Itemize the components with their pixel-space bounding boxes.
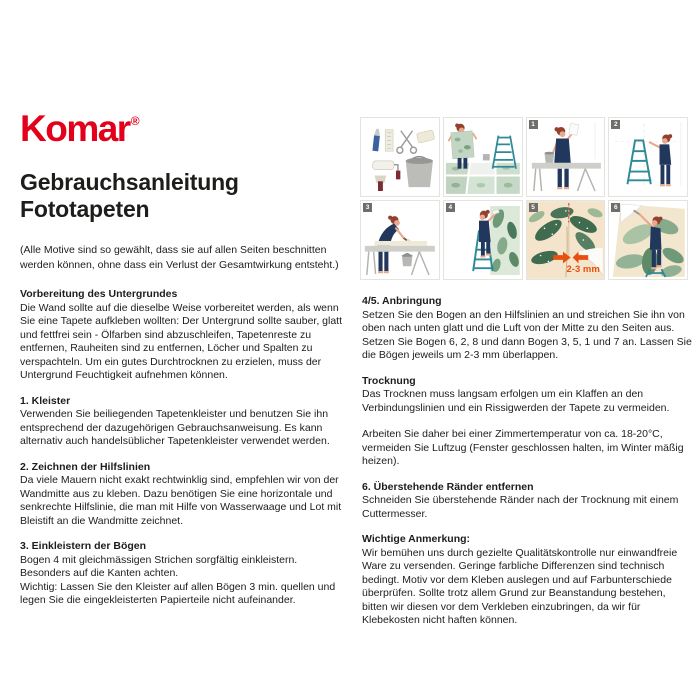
illustration-overlap-detail xyxy=(526,200,606,280)
section-anmerkung xyxy=(362,533,692,628)
section-paragraph: Bogen 4 mit gleichmässigen Strichen sorgfältig einkleistern. Besonders auf die Kanten achten. xyxy=(20,553,298,579)
step-badge: 2 xyxy=(611,120,620,129)
step-badge: 4 xyxy=(446,203,455,212)
check-sheet-icon xyxy=(527,118,605,196)
trim-edges-icon xyxy=(609,201,687,279)
instruction-illustration-grid xyxy=(360,117,688,280)
illustration-paste-sheet xyxy=(360,200,440,280)
section-paragraph: Wichtig: Lassen Sie den Kleister auf allen Bögen 3 min. quellen und legen Sie die eingekleisterten Papierteile nicht aufeinander. xyxy=(20,580,336,606)
section-paragraph: Die Wand sollte auf die dieselbe Weise vorbereitet werden, als wenn Sie eine Tapete aufkleben wollten: Der Untergrund sollte sauber, glatt und fettfrei sein - Ölfarben sind abzuschleifen, Tapetenreste zu entfernen, Rauheiten sind zu entfernen, Löcher und Spalten zu verspachteln. Um ein gutes Durchtrocknen zu erzielen, muss der Untergrund Feuchtigkeit aufnehmen können. xyxy=(20,301,343,381)
section-vorbereitung xyxy=(20,288,350,383)
intro-note: (Alle Motive sind so gewählt, dass sie auf allen Seiten beschnitten werden können, ohne dass ein Verlust der Gesamtwirkung entsteht.) xyxy=(20,244,339,271)
section-paragraph: Das Trocknen muss langsam erfolgen um ein Klaffen an den Verbindungslinien und ein Rissigwerden der Tapete zu vermeiden. xyxy=(362,388,670,414)
illustration-layout-sheets xyxy=(443,117,523,197)
illustration-trim-edges xyxy=(608,200,688,280)
page-title-line1: Gebrauchsanleitung xyxy=(20,169,239,195)
illustration-check-sheet xyxy=(526,117,606,197)
section-paragraph: Wir bemühen uns durch gezielte Qualitätskontrolle nur einwandfreie Ware zu versenden. Geringe farbliche Differenzen sind technisch bedingt. Motiv vor dem Kleben auslegen und auf Farbunterschiede überprüfen. Sollte trotz allem Grund zur Beanstandung bestehen, bitten wir diesen vor dem Verkleben einzubringen, da wir für Klebekosten nicht haften können. xyxy=(362,546,678,626)
section-heading: Vorbereitung des Untergrundes xyxy=(20,288,178,300)
komar-logo xyxy=(20,110,139,156)
paste-sheet-icon xyxy=(361,201,439,279)
section-einkleistern xyxy=(20,540,350,608)
illustration-tools xyxy=(360,117,440,197)
section-anbringung xyxy=(362,295,692,363)
section-paragraph: Arbeiten Sie daher bei einer Zimmertemperatur von ca. 18-20°C, vermeiden Sie Luftzug (Fenster geschlossen halten, im Winter mäßig heizen). xyxy=(362,428,684,467)
section-heading: 3. Einkleistern der Bögen xyxy=(20,540,147,552)
section-paragraph: Schneiden Sie überstehende Ränder nach der Trocknung mit einem Cuttermesser. xyxy=(362,494,679,520)
section-heading: 4/5. Anbringung xyxy=(362,295,442,307)
section-raender xyxy=(362,481,692,522)
section-heading: Trocknung xyxy=(362,374,416,387)
registered-mark: ® xyxy=(130,114,140,128)
section-paragraph: Verwenden Sie beiliegenden Tapetenkleister und benutzen Sie ihn entsprechend der dazugehörigen Gebrauchsanweisung. Es kann alternativ auch handelsüblicher Tapetenkleister verwendet werden. xyxy=(20,408,330,447)
section-paragraph: Da viele Mauern nicht exakt rechtwinklig sind, empfehlen wir von der Wandmitte aus zu kleben. Dazu benötigen Sie eine horizontale und senkrechte Hilfslinie, die man mit Hilfe von Wasserwaage und Lot mit Bleistift an die Wandmitte zeichnet. xyxy=(20,474,342,527)
illustration-guidelines xyxy=(608,117,688,197)
section-heading: 6. Überstehende Ränder entfernen xyxy=(362,480,534,493)
section-trocknung xyxy=(362,375,692,469)
section-hilfslinien xyxy=(20,461,350,529)
page-title xyxy=(20,169,239,223)
illustration-hang-sheet xyxy=(443,200,523,280)
layout-sheets-icon xyxy=(444,118,522,196)
left-column xyxy=(20,288,350,620)
right-column xyxy=(362,295,692,640)
step-badge: 3 xyxy=(363,203,372,212)
hang-sheet-icon xyxy=(444,201,522,279)
overlap-measure-label: 2-3 mm xyxy=(566,264,600,275)
section-heading: 2. Zeichnen der Hilfslinien xyxy=(20,460,151,473)
page-title-line2: Fototapeten xyxy=(20,196,150,222)
section-heading: 1. Kleister xyxy=(20,394,71,407)
step-badge: 1 xyxy=(529,120,538,129)
tools-icon xyxy=(361,118,439,196)
section-paragraph: Setzen Sie den Bogen an den Hilfslinien an und streichen Sie ihn von oben nach unten glatt und die Luft von der Mitte zu den Seiten aus. Setzen Sie Bogen 6, 2, 8 und dann Bogen 3, 5, 1 und 7 an. Lassen Sie die Bögen jeweils um 2-3 mm überlappen. xyxy=(362,308,692,361)
komar-logo-text: Komar xyxy=(20,108,130,149)
section-kleister xyxy=(20,395,350,449)
guidelines-icon xyxy=(609,118,687,196)
section-heading: Wichtige Anmerkung: xyxy=(362,533,471,545)
step-badge: 6 xyxy=(611,203,620,212)
step-badge: 5 xyxy=(529,203,538,212)
